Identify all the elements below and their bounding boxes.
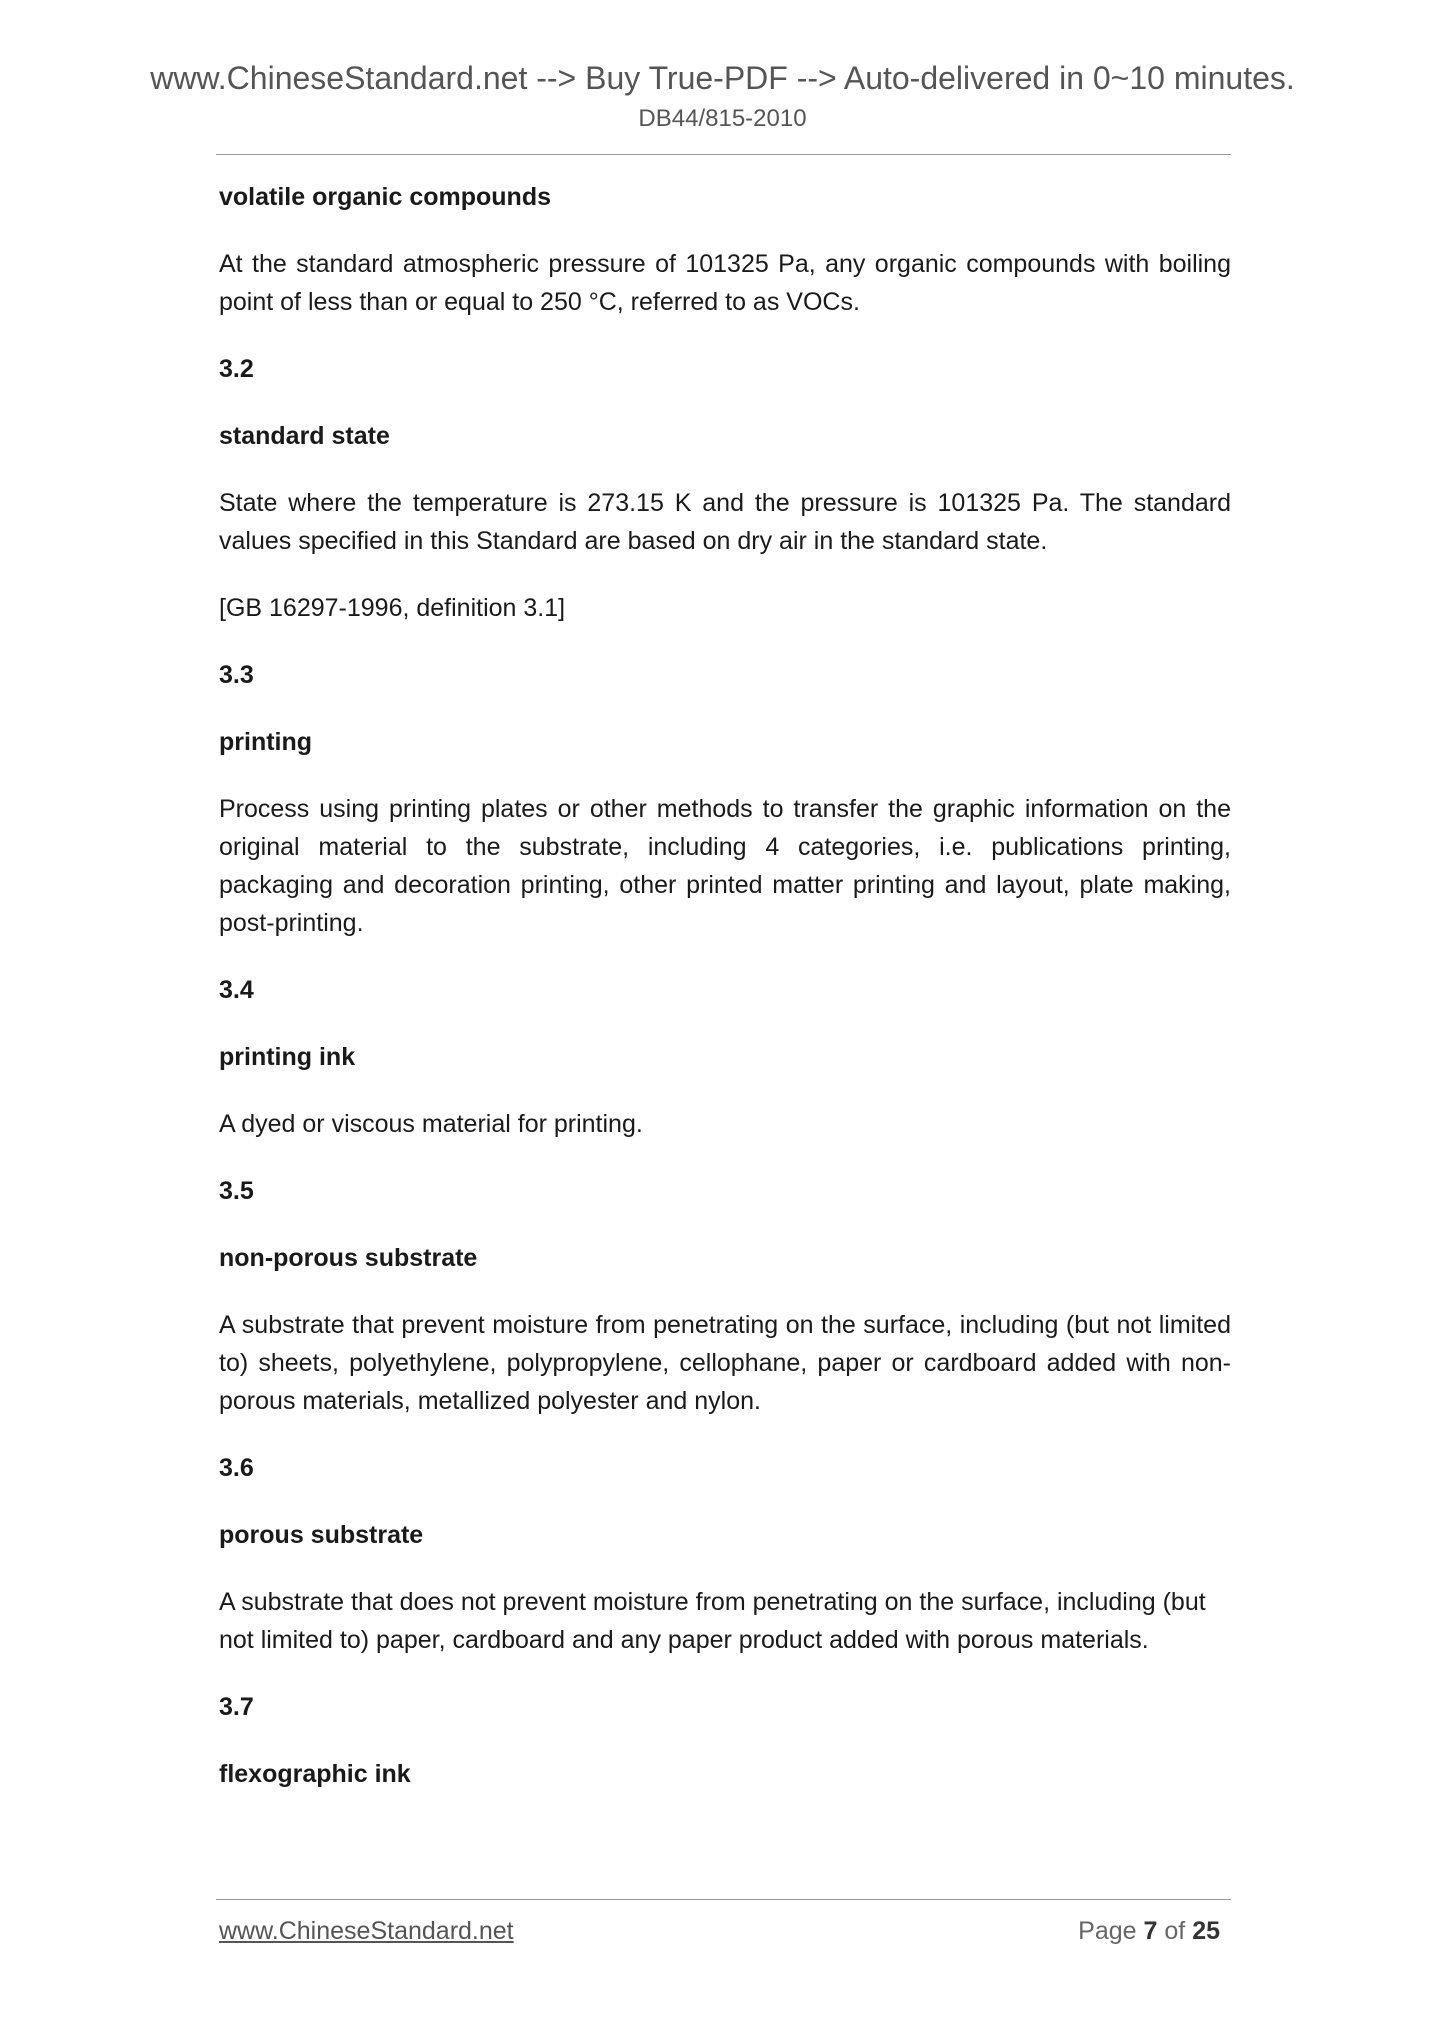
clause-number: 3.2: [219, 355, 254, 383]
page-prefix: Page: [1078, 1917, 1137, 1945]
page-of: of: [1164, 1917, 1186, 1945]
page-indicator: [1078, 1915, 1220, 1947]
page-current: 7: [1143, 1917, 1158, 1945]
document-number: DB44/815-2010: [638, 105, 807, 132]
term-heading: printing ink: [219, 1043, 356, 1071]
reference-note: [GB 16297-1996, definition 3.1]: [219, 594, 566, 622]
clause-number: 3.3: [219, 661, 254, 689]
term-heading: printing: [219, 728, 313, 756]
footer-site-link[interactable]: www.ChineseStandard.net: [219, 1917, 514, 1945]
footer-divider: [216, 1899, 1231, 1900]
term-heading: volatile organic compounds: [219, 183, 551, 211]
definition-text: A dyed or viscous material for printing.: [219, 1110, 643, 1138]
clause-number: 3.7: [219, 1693, 254, 1721]
term-heading: non-porous substrate: [219, 1244, 478, 1272]
term-heading: flexographic ink: [219, 1760, 411, 1788]
document-body: [219, 178, 1231, 1822]
page-total: 25: [1192, 1917, 1220, 1945]
clause-number: 3.5: [219, 1177, 254, 1205]
header-divider: [216, 154, 1231, 155]
definition-text: At the standard atmospheric pressure of 101325 Pa, any organic compounds with boiling point of less than or equal to 250 °C, referred to as VOCs.: [219, 250, 1231, 316]
term-heading: standard state: [219, 422, 390, 450]
definition-text: A substrate that prevent moisture from penetrating on the surface, including (but not limited to) sheets, polyethylene, polypropylene, cellophane, paper or cardboard added with non-porous materials, metallized polyester and nylon.: [219, 1311, 1231, 1415]
clause-number: 3.6: [219, 1454, 254, 1482]
definition-text: A substrate that does not prevent moisture from penetrating on the surface, including (but not limited to) paper, cardboard and any paper product added with porous materials.: [219, 1588, 1206, 1654]
clause-number: 3.4: [219, 976, 254, 1004]
definition-text: State where the temperature is 273.15 K and the pressure is 101325 Pa. The standard values specified in this Standard are based on dry air in the standard state.: [219, 489, 1231, 555]
definition-text: Process using printing plates or other methods to transfer the graphic information on the original material to the substrate, including 4 categories, i.e. publications printing, packaging and decoration printing, other printed matter printing and layout, plate making, post-printing.: [219, 795, 1231, 937]
term-heading: porous substrate: [219, 1521, 424, 1549]
site-banner: www.ChineseStandard.net --> Buy True-PDF --> Auto-delivered in 0~10 minutes.: [150, 60, 1295, 96]
